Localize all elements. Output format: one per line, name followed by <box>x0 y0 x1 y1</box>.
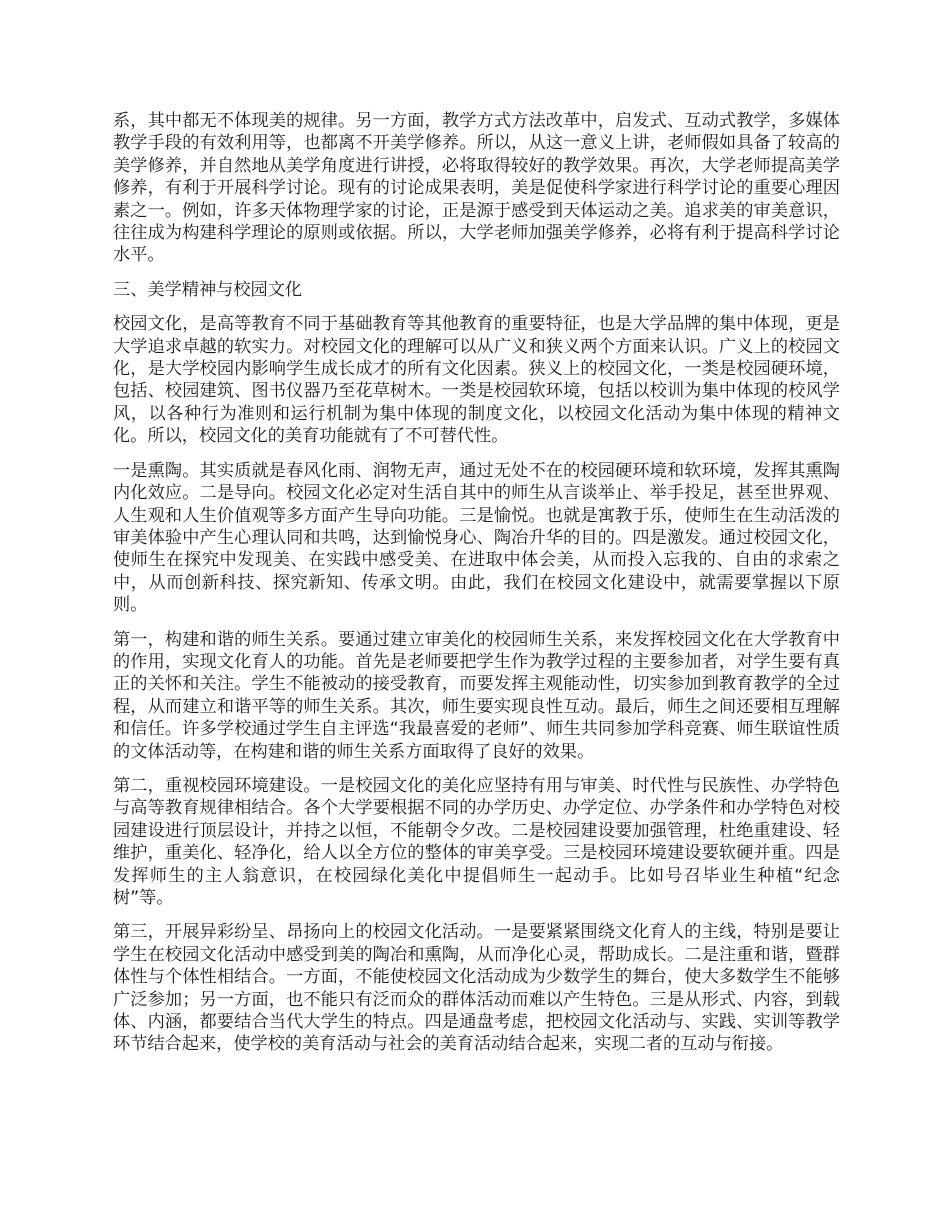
paragraph-4: 第一，构建和谐的师生关系。要通过建立审美化的校园师生关系，来发挥校园文化在大学教育中的作用，实现文化育人的功能。首先是老师要把学生作为教学过程的主要参加者，对学生要有真正的关怀和关注。学生不能被动的接受教育，而要发挥主观能动性，切实参加到教育教学的全过程，从而建立和谐平等的师生关系。其次，师生要实现良性互动。最后，师生之间还要相互理解和信任。许多学校通过学生自主评选“我最喜爱的老师”、师生共同参加学科竞赛、师生联谊性质的文体活动等，在构建和谐的师生关系方面取得了良好的效果。 <box>113 629 840 762</box>
section-heading: 三、美学精神与校园文化 <box>113 279 303 300</box>
document-body <box>113 110 840 1068</box>
paragraph-3: 一是熏陶。其实质就是春风化雨、润物无声，通过无处不在的校园硬环境和软环境，发挥其熏陶内化效应。二是导向。校园文化必定对生活自其中的师生从言谈举止、举手投足，甚至世界观、人生观和人生价值观等多方面产生导向功能。三是愉悦。也就是寓教于乐，使师生在生动活泼的审美体验中产生心理认同和共鸣，达到愉悦身心、陶冶升华的目的。四是激发。通过校园文化，使师生在探究中发现美、在实践中感受美、在进取中体会美，从而投入忘我的、自由的求索之中，从而创新科技、探究新知、传承文明。由此，我们在校园文化建设中，就需要掌握以下原则。 <box>113 460 840 616</box>
paragraph-2: 校园文化，是高等教育不同于基础教育等其他教育的重要特征，也是大学品牌的集中体现，更是大学追求卓越的软实力。对校园文化的理解可以从广义和狭义两个方面来认识。广义上的校园文化，是大学校园内影响学生成长成才的所有文化因素。狭义上的校园文化，一类是校园硬环境，包括、校园建筑、图书仪器乃至花草树木。一类是校园软环境，包括以校训为集中体现的校风学风，以各种行为准则和运行机制为集中体现的制度文化，以校园文化活动为集中体现的精神文化。所以，校园文化的美育功能就有了不可替代性。 <box>113 314 840 447</box>
paragraph-6: 第三，开展异彩纷呈、昂扬向上的校园文化活动。一是要紧紧围绕文化育人的主线，特别是要让学生在校园文化活动中感受到美的陶冶和熏陶，从而净化心灵，帮助成长。二是注重和谐，暨群体性与个体性相结合。一方面，不能使校园文化活动成为少数学生的舞台，使大多数学生不能够广泛参加；另一方面，也不能只有泛而众的群体活动而难以产生特色。三是从形式、内容，到载体、内涵，都要结合当代大学生的特点。四是通盘考虑，把校园文化活动与、实践、实训等教学环节结合起来，使学校的美育活动与社会的美育活动结合起来，实现二者的互动与衔接。 <box>113 922 840 1055</box>
paragraph-1: 系，其中都无不体现美的规律。另一方面，教学方式方法改革中，启发式、互动式教学，多媒体教学手段的有效利用等，也都离不开美学修养。所以，从这一意义上讲，老师假如具备了较高的美学修养，并自然地从美学角度进行讲授，必将取得较好的教学效果。再次，大学老师提高美学修养，有利于开展科学讨论。现有的讨论成果表明，美是促使科学家进行科学讨论的重要心理因素之一。例如，许多天体物理学家的讨论，正是源于感受到天体运动之美。追求美的审美意识，往往成为构建科学理论的原则或依据。所以，大学老师加强美学修养，必将有利于提高科学讨论水平。 <box>113 111 840 266</box>
paragraph-5: 第二，重视校园环境建设。一是校园文化的美化应坚持有用与审美、时代性与民族性、办学特色与高等教育规律相结合。各个大学要根据不同的办学历史、办学定位、办学条件和办学特色对校园建设进行顶层设计，并持之以恒，不能朝令夕改。二是校园建设要加强管理，杜绝重建设、轻维护，重美化、轻净化，给人以全方位的整体的审美享受。三是校园环境建设要软硬并重。四是发挥师生的主人翁意识，在校园绿化美化中提倡师生一起动手。比如号召毕业生种植“纪念树”等。 <box>113 775 840 908</box>
